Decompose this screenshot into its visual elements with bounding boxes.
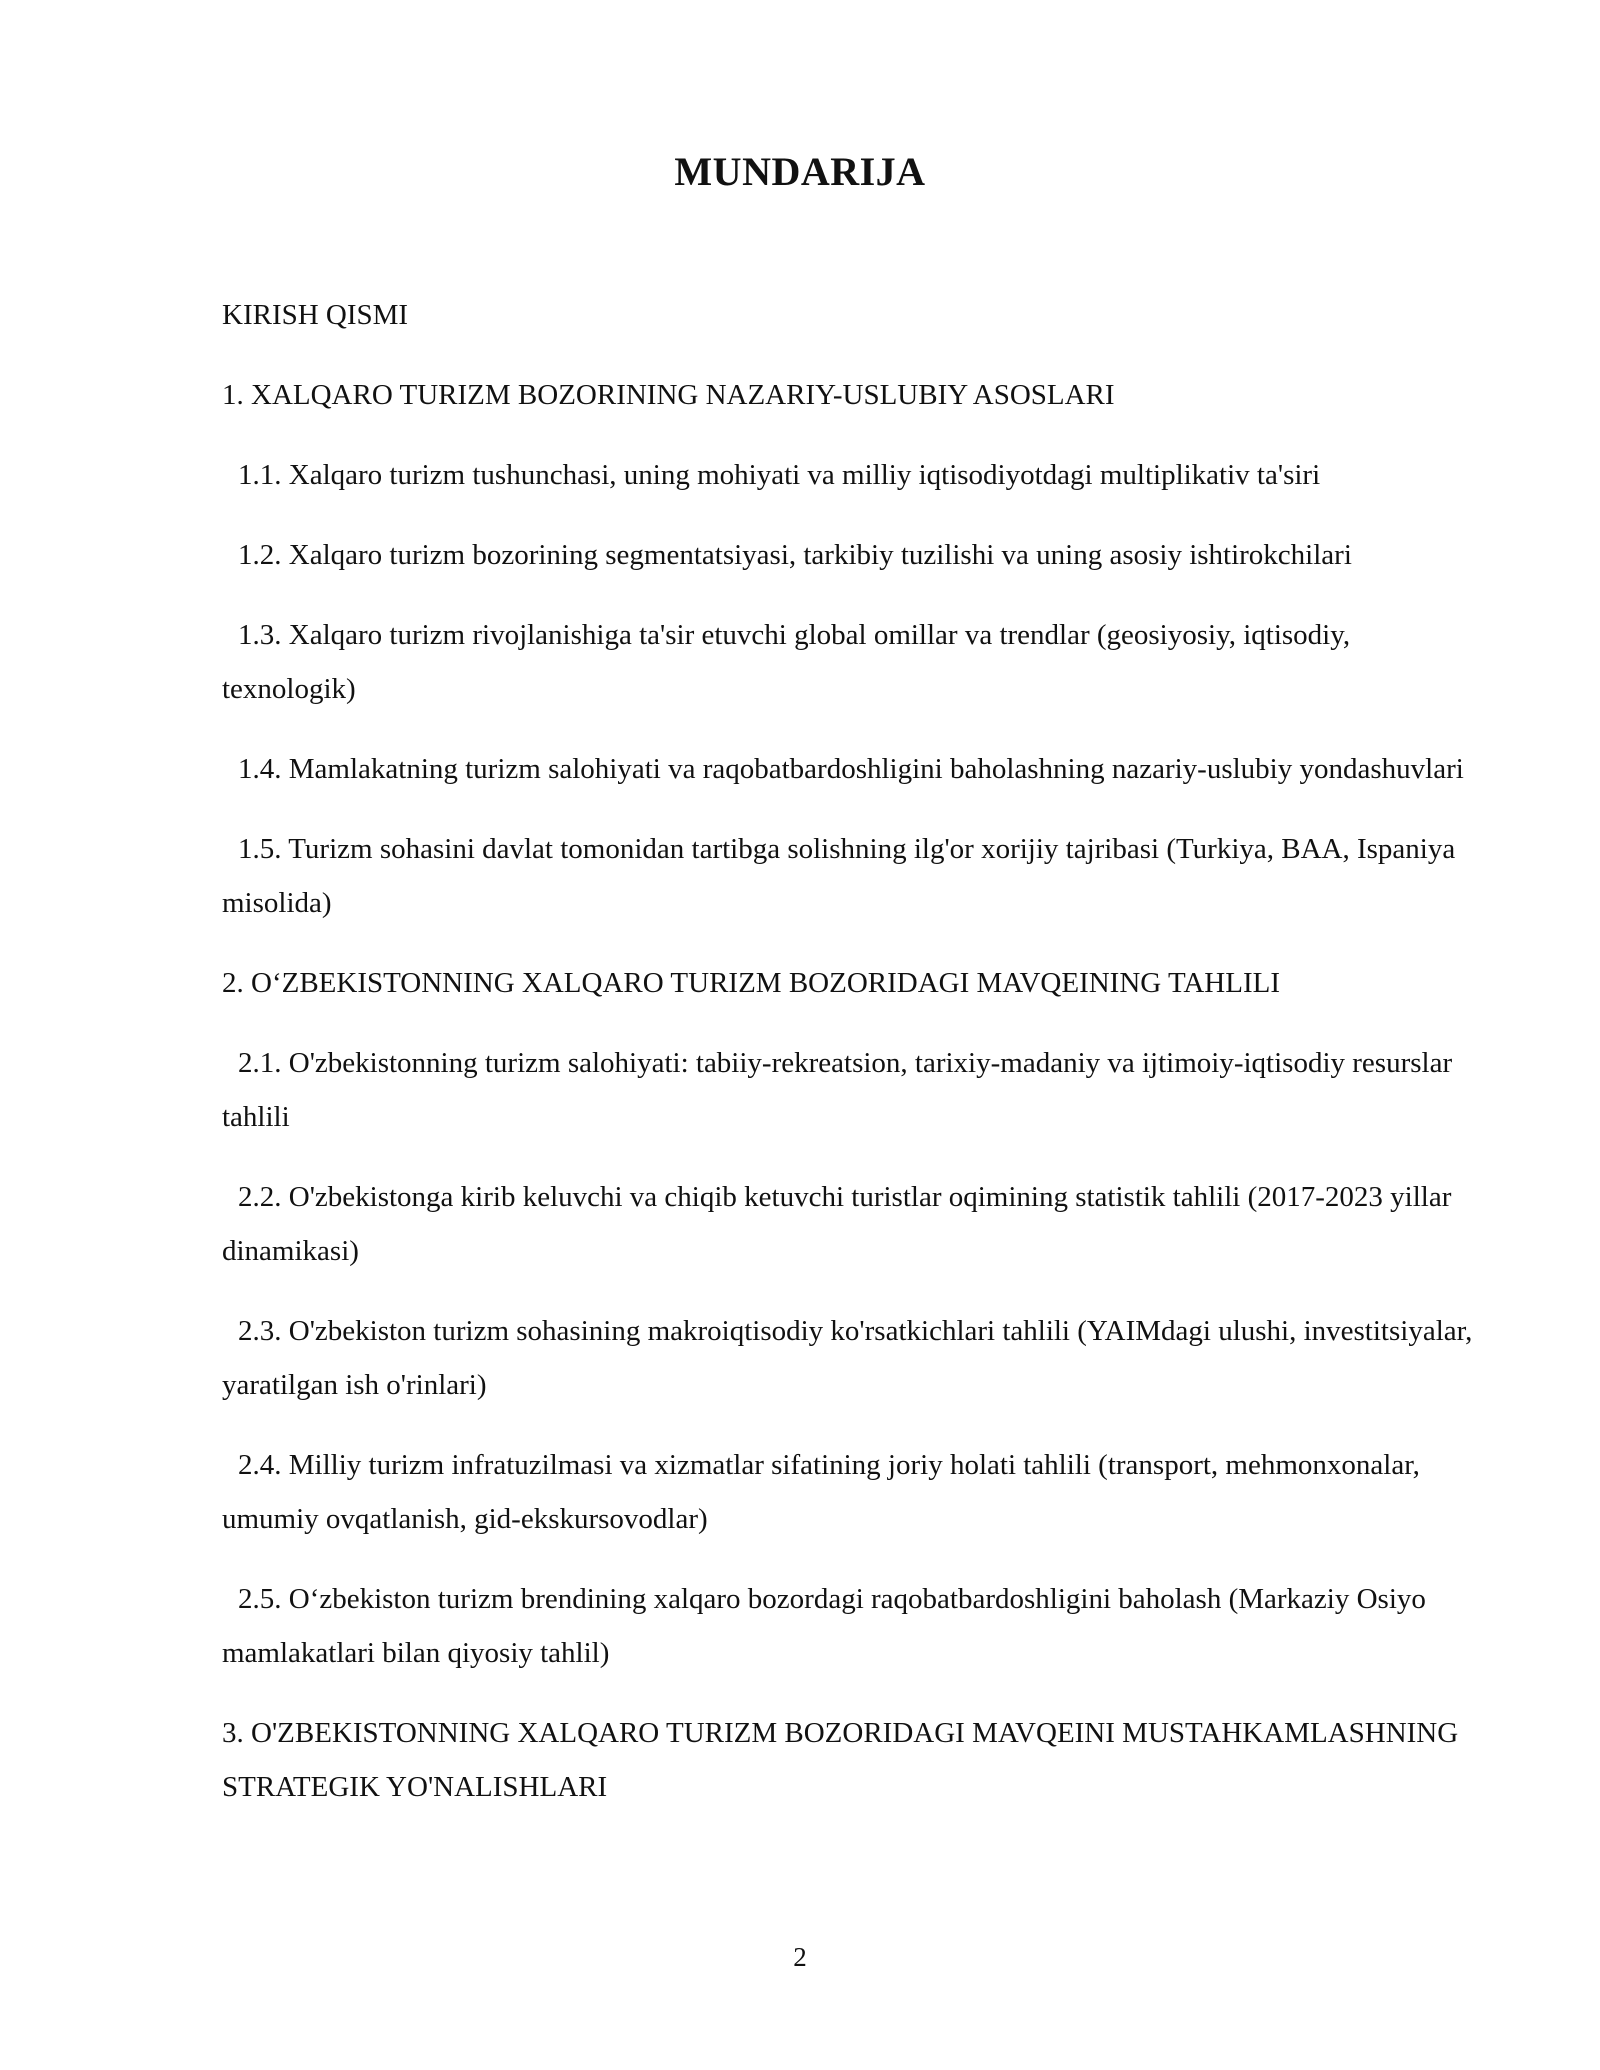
toc-section-2-3: 2.3. O'zbekiston turizm sohasining makroiqtisodiy ko'rsatkichlari tahlili (YAIMdagi ulushi, investitsiyalar, yaratilgan ish o'rinlari) <box>222 1315 1473 1401</box>
toc-entry-introduction: KIRISH QISMI <box>222 299 409 331</box>
toc-section-1-3: 1.3. Xalqaro turizm rivojlanishiga ta'sir etuvchi global omillar va trendlar (geosiyosiy, iqtisodiy, texnologik) <box>222 619 1351 705</box>
toc-chapter-3: 3. O'ZBEKISTONNING XALQARO TURIZM BOZORIDAGI MAVQEINI MUSTAHKAMLASHNING STRATEGIK YO'NALISHLARI <box>222 1717 1459 1803</box>
toc-section-2-1: 2.1. O'zbekistonning turizm salohiyati: tabiiy-rekreatsion, tarixiy-madaniy va ijtimoiy-iqtisodiy resurslar tahlili <box>222 1047 1453 1133</box>
toc-section-2-4: 2.4. Milliy turizm infratuzilmasi va xizmatlar sifatining joriy holati tahlili (transport, mehmonxonalar, umumiy ovqatlanish, gid-ekskursovodlar) <box>222 1449 1420 1535</box>
page-title: MUNDARIJA <box>674 149 926 194</box>
toc-section-1-4: 1.4. Mamlakatning turizm salohiyati va raqobatbardoshligini baholashning nazariy-uslubiy yondashuvlari <box>238 753 1464 785</box>
toc-section-1-2: 1.2. Xalqaro turizm bozorining segmentatsiyasi, tarkibiy tuzilishi va uning asosiy ishtirokchilari <box>238 539 1352 571</box>
toc-section-2-5: 2.5. O‘zbekiston turizm brendining xalqaro bozordagi raqobatbardoshligini baholash (Markaziy Osiyo mamlakatlari bilan qiyosiy tahlil) <box>222 1583 1426 1669</box>
toc-section-1-1: 1.1. Xalqaro turizm tushunchasi, uning mohiyati va milliy iqtisodiyotdagi multiplikativ ta'siri <box>238 459 1321 491</box>
toc-chapter-1: 1. XALQARO TURIZM BOZORINING NAZARIY-USLUBIY ASOSLARI <box>222 379 1115 411</box>
toc-section-2-2: 2.2. O'zbekistonga kirib keluvchi va chiqib ketuvchi turistlar oqimining statistik tahlili (2017-2023 yillar dinamikasi) <box>222 1181 1452 1267</box>
toc-chapter-2: 2. O‘ZBEKISTONNING XALQARO TURIZM BOZORIDAGI MAVQEINING TAHLILI <box>222 967 1280 999</box>
page-number: 2 <box>793 1942 807 1972</box>
table-of-contents <box>222 288 1482 1840</box>
toc-section-1-5: 1.5. Turizm sohasini davlat tomonidan tartibga solishning ilg'or xorijiy tajribasi (Turkiya, BAA, Ispaniya misolida) <box>222 833 1456 919</box>
